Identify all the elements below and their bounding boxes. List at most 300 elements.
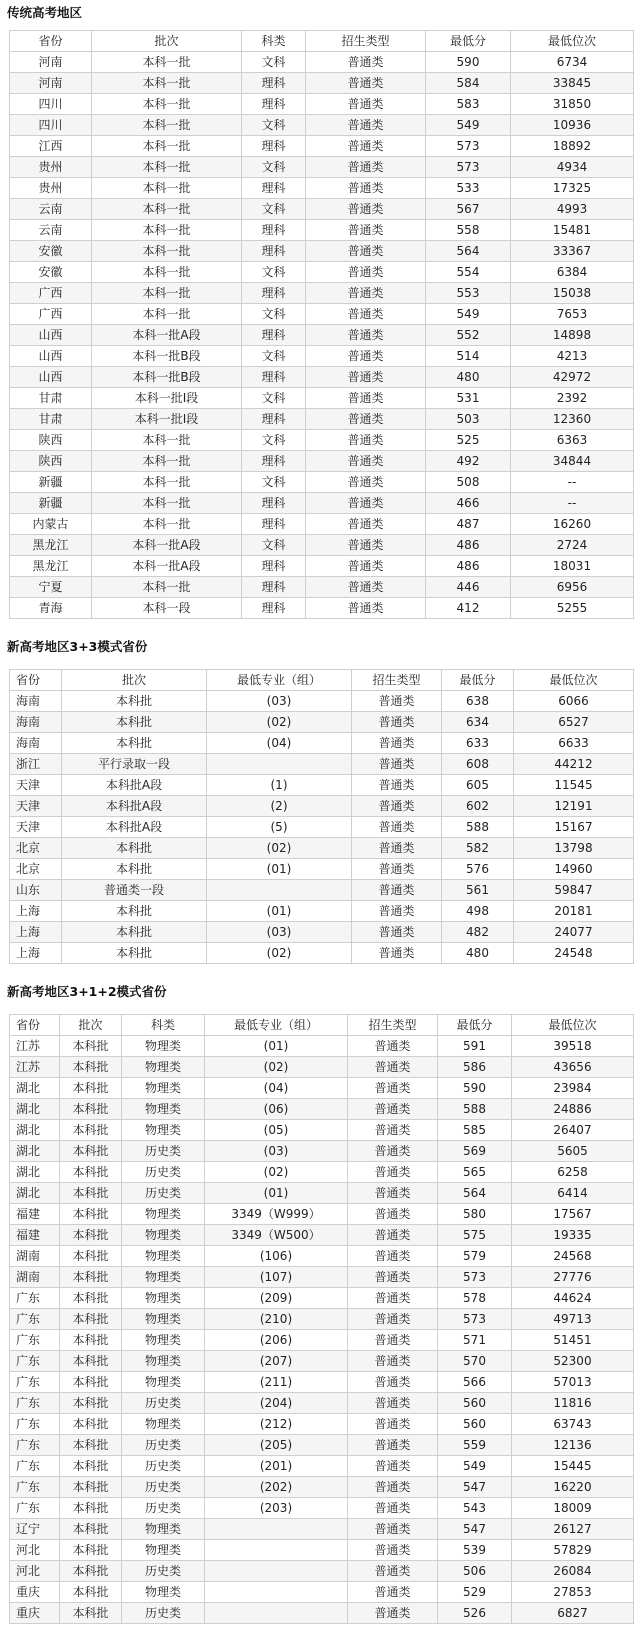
- table-row: [10, 1456, 634, 1477]
- table-cell: 物理类: [122, 1351, 205, 1372]
- table-cell: 本科批: [62, 838, 207, 859]
- table-cell: 634: [442, 712, 514, 733]
- table-cell: 浙江: [10, 754, 62, 775]
- table-cell: 湖南: [10, 1267, 60, 1288]
- table-cell: 物理类: [122, 1099, 205, 1120]
- table-cell: 天津: [10, 817, 62, 838]
- table-cell: 物理类: [122, 1120, 205, 1141]
- table-row: [10, 577, 634, 598]
- table-cell: 文科: [242, 472, 306, 493]
- table-cell: 安徽: [10, 262, 92, 283]
- table-cell: 理科: [242, 325, 306, 346]
- table-cell: 物理类: [122, 1330, 205, 1351]
- table-cell: 物理类: [122, 1078, 205, 1099]
- table-row: [10, 472, 634, 493]
- table-cell: 本科一段: [92, 598, 242, 619]
- table-cell: 理科: [242, 577, 306, 598]
- table-cell: 本科批: [60, 1414, 122, 1435]
- table-cell: 本科一批: [92, 136, 242, 157]
- column-header: 最低位次: [512, 1015, 634, 1036]
- table-cell: 42972: [511, 367, 634, 388]
- table-cell: 6827: [512, 1603, 634, 1624]
- table-cell: 普通类: [306, 262, 426, 283]
- table-cell: 天津: [10, 796, 62, 817]
- table-cell: 江苏: [10, 1036, 60, 1057]
- table-cell: 历史类: [122, 1477, 205, 1498]
- table-row: [10, 733, 634, 754]
- table-cell: 本科一批: [92, 199, 242, 220]
- table-cell: 海南: [10, 733, 62, 754]
- table-cell: 6527: [514, 712, 634, 733]
- table-cell: [205, 1582, 348, 1603]
- table-cell: 理科: [242, 409, 306, 430]
- table-cell: 历史类: [122, 1435, 205, 1456]
- table-cell: (2): [207, 796, 352, 817]
- table-cell: 普通类: [348, 1393, 438, 1414]
- table-cell: 文科: [242, 346, 306, 367]
- table-cell: 492: [426, 451, 511, 472]
- table-cell: 本科一批: [92, 178, 242, 199]
- table-cell: 普通类: [352, 691, 442, 712]
- table-cell: 本科批: [60, 1162, 122, 1183]
- table-cell: 本科批: [62, 922, 207, 943]
- table-row: [10, 1141, 634, 1162]
- table-cell: 河北: [10, 1561, 60, 1582]
- table-cell: 广西: [10, 283, 92, 304]
- table-cell: 487: [426, 514, 511, 535]
- table-cell: (02): [207, 838, 352, 859]
- table-cell: 普通类: [348, 1099, 438, 1120]
- table-cell: 普通类: [348, 1162, 438, 1183]
- table-cell: 17567: [512, 1204, 634, 1225]
- table-cell: 本科批: [60, 1078, 122, 1099]
- table-cell: 辽宁: [10, 1519, 60, 1540]
- table-cell: 15038: [511, 283, 634, 304]
- table-cell: 文科: [242, 115, 306, 136]
- table-cell: 486: [426, 535, 511, 556]
- table-cell: 576: [442, 859, 514, 880]
- column-header: 最低位次: [514, 670, 634, 691]
- table-cell: 湖北: [10, 1099, 60, 1120]
- table-cell: 633: [442, 733, 514, 754]
- table-cell: 2724: [511, 535, 634, 556]
- table-cell: 本科一批I段: [92, 388, 242, 409]
- section-3-3: [0, 637, 640, 964]
- table-cell: 27853: [512, 1582, 634, 1603]
- table-cell: 上海: [10, 943, 62, 964]
- column-header: 最低分: [438, 1015, 512, 1036]
- table-cell: 物理类: [122, 1372, 205, 1393]
- table-cell: 578: [438, 1288, 512, 1309]
- table-cell: 历史类: [122, 1603, 205, 1624]
- table-cell: (03): [205, 1141, 348, 1162]
- table-cell: 6633: [514, 733, 634, 754]
- table-cell: 普通类: [348, 1435, 438, 1456]
- table-cell: 上海: [10, 922, 62, 943]
- table-cell: 本科一批: [92, 241, 242, 262]
- table-cell: 云南: [10, 220, 92, 241]
- table-cell: 普通类: [352, 880, 442, 901]
- table-cell: 24568: [512, 1246, 634, 1267]
- table-cell: (01): [205, 1183, 348, 1204]
- table-cell: 本科批: [60, 1267, 122, 1288]
- table-cell: 33367: [511, 241, 634, 262]
- table-cell: 文科: [242, 199, 306, 220]
- table-cell: --: [511, 493, 634, 514]
- table-cell: 广东: [10, 1351, 60, 1372]
- table-cell: (107): [205, 1267, 348, 1288]
- table-cell: 理科: [242, 556, 306, 577]
- table-cell: (1): [207, 775, 352, 796]
- table-cell: 广东: [10, 1309, 60, 1330]
- table-row: [10, 178, 634, 199]
- table-cell: 本科批: [60, 1036, 122, 1057]
- table-cell: 16260: [511, 514, 634, 535]
- table-cell: 26407: [512, 1120, 634, 1141]
- table-cell: 四川: [10, 94, 92, 115]
- table-cell: 普通类: [306, 157, 426, 178]
- table-cell: 理科: [242, 451, 306, 472]
- table-cell: 普通类: [306, 325, 426, 346]
- table-cell: 本科批: [60, 1351, 122, 1372]
- table-cell: (04): [207, 733, 352, 754]
- table-cell: 63743: [512, 1414, 634, 1435]
- table-cell: 广东: [10, 1393, 60, 1414]
- column-header: 省份: [10, 1015, 60, 1036]
- table-cell: 4213: [511, 346, 634, 367]
- table-header-row: [10, 31, 634, 52]
- table-cell: 普通类: [306, 94, 426, 115]
- table-cell: 5605: [512, 1141, 634, 1162]
- column-header: 批次: [60, 1015, 122, 1036]
- table-cell: 本科批: [60, 1393, 122, 1414]
- table-cell: 573: [438, 1309, 512, 1330]
- table-cell: 547: [438, 1519, 512, 1540]
- table-cell: 湖南: [10, 1246, 60, 1267]
- table-cell: 498: [442, 901, 514, 922]
- table-cell: 本科批: [60, 1561, 122, 1582]
- table-cell: 本科批: [60, 1141, 122, 1162]
- table-cell: 历史类: [122, 1561, 205, 1582]
- table-cell: 物理类: [122, 1057, 205, 1078]
- table-cell: 569: [438, 1141, 512, 1162]
- table-cell: (02): [207, 712, 352, 733]
- table-cell: 本科批: [60, 1477, 122, 1498]
- table-cell: 本科一批B段: [92, 346, 242, 367]
- table-cell: 4993: [511, 199, 634, 220]
- table-row: [10, 430, 634, 451]
- table-cell: 466: [426, 493, 511, 514]
- section-title: 新高考地区3+1+2模式省份: [7, 984, 167, 999]
- table-cell: 河南: [10, 73, 92, 94]
- table-cell: 普通类: [352, 901, 442, 922]
- table-cell: 普通类: [306, 115, 426, 136]
- table-cell: 412: [426, 598, 511, 619]
- table-cell: 理科: [242, 136, 306, 157]
- table-row: [10, 796, 634, 817]
- table-cell: 本科批A段: [62, 775, 207, 796]
- table-cell: 24077: [514, 922, 634, 943]
- table-cell: 普通类: [348, 1267, 438, 1288]
- table-row: [10, 901, 634, 922]
- table-cell: (201): [205, 1456, 348, 1477]
- table-row: [10, 838, 634, 859]
- table-cell: 539: [438, 1540, 512, 1561]
- table-cell: 585: [438, 1120, 512, 1141]
- table-cell: 普通类: [348, 1036, 438, 1057]
- table-cell: 6066: [514, 691, 634, 712]
- table-cell: 新疆: [10, 493, 92, 514]
- table-cell: (209): [205, 1288, 348, 1309]
- table-cell: 普通类: [352, 733, 442, 754]
- table-cell: 18009: [512, 1498, 634, 1519]
- table-cell: 天津: [10, 775, 62, 796]
- table-cell: 普通类: [352, 754, 442, 775]
- table-cell: 49713: [512, 1309, 634, 1330]
- table-cell: 本科一批I段: [92, 409, 242, 430]
- table-cell: 普通类: [348, 1582, 438, 1603]
- table-cell: 普通类: [306, 367, 426, 388]
- table-row: [10, 73, 634, 94]
- table-cell: 605: [442, 775, 514, 796]
- table-cell: 573: [438, 1267, 512, 1288]
- table-cell: 普通类: [306, 136, 426, 157]
- table-cell: (212): [205, 1414, 348, 1435]
- table-cell: 理科: [242, 220, 306, 241]
- table-cell: 602: [442, 796, 514, 817]
- table-row: [10, 1582, 634, 1603]
- table-cell: (03): [207, 691, 352, 712]
- table-row: [10, 1603, 634, 1624]
- table-cell: 文科: [242, 262, 306, 283]
- table-cell: 13798: [514, 838, 634, 859]
- table-row: [10, 1351, 634, 1372]
- table-cell: 宁夏: [10, 577, 92, 598]
- table-cell: 理科: [242, 367, 306, 388]
- column-header: 省份: [10, 670, 62, 691]
- table-cell: (02): [207, 943, 352, 964]
- table-row: [10, 388, 634, 409]
- table-cell: 533: [426, 178, 511, 199]
- table-cell: 44624: [512, 1288, 634, 1309]
- table-row: [10, 241, 634, 262]
- table-cell: 57829: [512, 1540, 634, 1561]
- table-cell: 514: [426, 346, 511, 367]
- table-cell: 27776: [512, 1267, 634, 1288]
- table-cell: 陕西: [10, 430, 92, 451]
- table-cell: 福建: [10, 1204, 60, 1225]
- table-cell: 590: [438, 1078, 512, 1099]
- table-cell: 本科批: [60, 1540, 122, 1561]
- table-cell: 本科一批: [92, 304, 242, 325]
- table-cell: 物理类: [122, 1519, 205, 1540]
- table-cell: 理科: [242, 598, 306, 619]
- table-cell: 物理类: [122, 1225, 205, 1246]
- table-cell: 549: [426, 115, 511, 136]
- table-cell: (03): [207, 922, 352, 943]
- table-cell: 本科一批: [92, 493, 242, 514]
- table-row: [10, 346, 634, 367]
- table-cell: 560: [438, 1393, 512, 1414]
- table-cell: (204): [205, 1393, 348, 1414]
- table-cell: 黑龙江: [10, 556, 92, 577]
- table-cell: 526: [438, 1603, 512, 1624]
- table-cell: 558: [426, 220, 511, 241]
- table-cell: 普通类一段: [62, 880, 207, 901]
- table-cell: 本科批A段: [62, 796, 207, 817]
- table-row: [10, 880, 634, 901]
- table-row: [10, 859, 634, 880]
- table-cell: 山东: [10, 880, 62, 901]
- table-cell: 本科批: [60, 1288, 122, 1309]
- table-cell: [207, 880, 352, 901]
- table-cell: 海南: [10, 691, 62, 712]
- table-cell: 本科批: [60, 1498, 122, 1519]
- table-cell: 本科批: [62, 859, 207, 880]
- table-cell: 普通类: [352, 943, 442, 964]
- table-cell: 普通类: [306, 220, 426, 241]
- table-cell: 广东: [10, 1498, 60, 1519]
- table-row: [10, 1078, 634, 1099]
- table-row: [10, 556, 634, 577]
- table-cell: 14898: [511, 325, 634, 346]
- table-row: [10, 1477, 634, 1498]
- table-cell: 52300: [512, 1351, 634, 1372]
- table-row: [10, 115, 634, 136]
- table-cell: 北京: [10, 859, 62, 880]
- table-cell: 普通类: [306, 514, 426, 535]
- table-cell: 普通类: [306, 388, 426, 409]
- table-cell: 普通类: [306, 304, 426, 325]
- table-cell: 甘肃: [10, 409, 92, 430]
- table-cell: 物理类: [122, 1540, 205, 1561]
- table-cell: 物理类: [122, 1582, 205, 1603]
- table-cell: (202): [205, 1477, 348, 1498]
- table-row: [10, 1330, 634, 1351]
- table-cell: 物理类: [122, 1246, 205, 1267]
- table-cell: 普通类: [348, 1414, 438, 1435]
- table-row: [10, 1498, 634, 1519]
- table-cell: 物理类: [122, 1288, 205, 1309]
- table-cell: 5255: [511, 598, 634, 619]
- table-row: [10, 1267, 634, 1288]
- table-cell: 广东: [10, 1330, 60, 1351]
- table-cell: (210): [205, 1309, 348, 1330]
- table-cell: 26084: [512, 1561, 634, 1582]
- table-cell: 历史类: [122, 1456, 205, 1477]
- column-header: 最低分: [426, 31, 511, 52]
- table-row: [10, 451, 634, 472]
- table-cell: 历史类: [122, 1141, 205, 1162]
- table-cell: 12136: [512, 1435, 634, 1456]
- table-cell: 山西: [10, 367, 92, 388]
- table-cell: 普通类: [352, 796, 442, 817]
- table-cell: 普通类: [348, 1477, 438, 1498]
- table-cell: 文科: [242, 52, 306, 73]
- table-cell: (106): [205, 1246, 348, 1267]
- table-row: [10, 136, 634, 157]
- table-cell: 普通类: [352, 775, 442, 796]
- table-cell: 福建: [10, 1225, 60, 1246]
- table-row: [10, 1540, 634, 1561]
- table-cell: 普通类: [306, 556, 426, 577]
- table-cell: 历史类: [122, 1183, 205, 1204]
- table-cell: 本科批: [60, 1246, 122, 1267]
- table-cell: (01): [207, 901, 352, 922]
- table-cell: 本科一批A段: [92, 556, 242, 577]
- column-header: 最低专业（组）: [207, 670, 352, 691]
- table-cell: 本科批: [60, 1603, 122, 1624]
- table-cell: 理科: [242, 73, 306, 94]
- table-cell: 理科: [242, 94, 306, 115]
- score-table-3-1-2: [9, 1014, 634, 1624]
- table-cell: 本科批: [60, 1330, 122, 1351]
- table-cell: 普通类: [348, 1456, 438, 1477]
- table-cell: 文科: [242, 304, 306, 325]
- section-title: 传统高考地区: [7, 5, 83, 20]
- table-row: [10, 754, 634, 775]
- table-cell: (01): [207, 859, 352, 880]
- table-cell: 北京: [10, 838, 62, 859]
- table-row: [10, 1204, 634, 1225]
- table-cell: 482: [442, 922, 514, 943]
- table-cell: 19335: [512, 1225, 634, 1246]
- table-cell: 河南: [10, 52, 92, 73]
- table-cell: 446: [426, 577, 511, 598]
- table-row: [10, 1393, 634, 1414]
- table-cell: 本科一批: [92, 262, 242, 283]
- table-row: [10, 943, 634, 964]
- table-cell: 江苏: [10, 1057, 60, 1078]
- table-cell: 44212: [514, 754, 634, 775]
- table-cell: 15445: [512, 1456, 634, 1477]
- table-cell: 江西: [10, 136, 92, 157]
- table-cell: 579: [438, 1246, 512, 1267]
- table-row: [10, 1120, 634, 1141]
- table-cell: 525: [426, 430, 511, 451]
- table-cell: 571: [438, 1330, 512, 1351]
- table-cell: 本科一批A段: [92, 325, 242, 346]
- table-cell: 普通类: [348, 1351, 438, 1372]
- column-header: 最低位次: [511, 31, 634, 52]
- table-cell: 广东: [10, 1435, 60, 1456]
- table-cell: 552: [426, 325, 511, 346]
- section-title: 新高考地区3+3模式省份: [7, 639, 148, 654]
- table-cell: 普通类: [348, 1603, 438, 1624]
- table-cell: 内蒙古: [10, 514, 92, 535]
- table-row: [10, 1372, 634, 1393]
- table-cell: 586: [438, 1057, 512, 1078]
- table-cell: 普通类: [352, 817, 442, 838]
- table-cell: 570: [438, 1351, 512, 1372]
- table-cell: 本科批: [62, 712, 207, 733]
- table-header-row: [10, 670, 634, 691]
- table-cell: 湖北: [10, 1078, 60, 1099]
- table-cell: 本科一批B段: [92, 367, 242, 388]
- table-cell: 582: [442, 838, 514, 859]
- table-cell: 3349（W500）: [205, 1225, 348, 1246]
- table-cell: 平行录取一段: [62, 754, 207, 775]
- table-cell: 本科批: [62, 943, 207, 964]
- table-row: [10, 817, 634, 838]
- column-header: 省份: [10, 31, 92, 52]
- table-cell: [205, 1561, 348, 1582]
- table-cell: 普通类: [348, 1372, 438, 1393]
- table-cell: 本科一批: [92, 115, 242, 136]
- table-row: [10, 535, 634, 556]
- table-cell: 上海: [10, 901, 62, 922]
- column-header: 批次: [92, 31, 242, 52]
